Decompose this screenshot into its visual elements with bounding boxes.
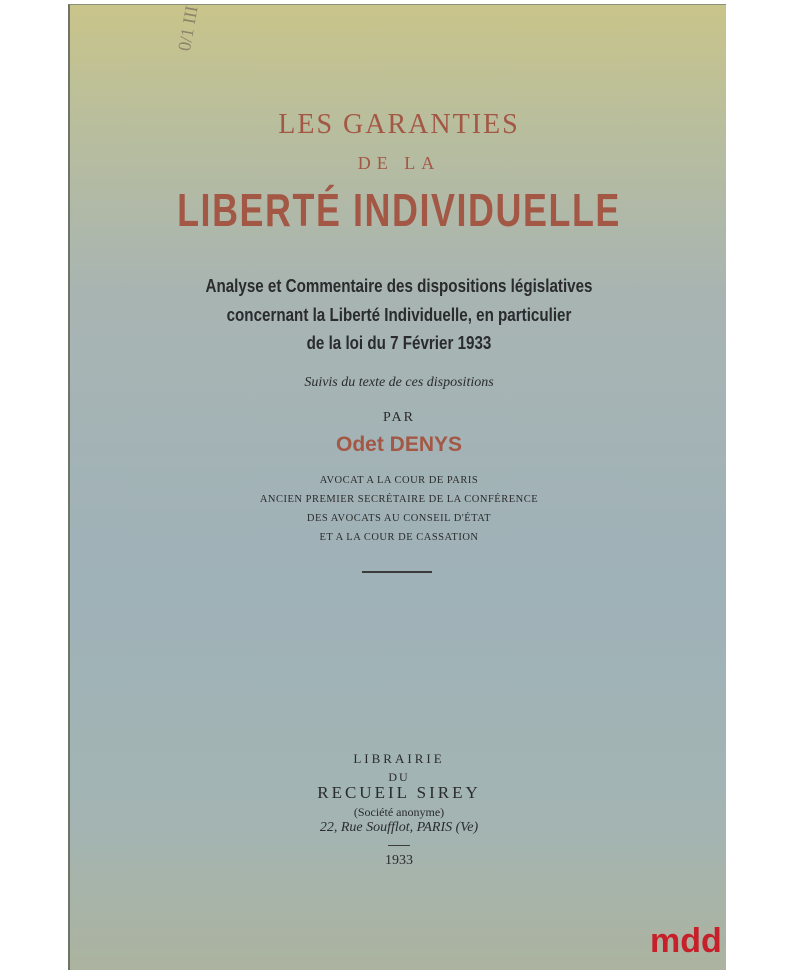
author-role-1: AVOCAT A LA COUR DE PARIS xyxy=(319,475,479,486)
book-cover xyxy=(68,4,726,970)
author-role-3: DES AVOCATS AU CONSEIL D'ÉTAT xyxy=(306,513,492,524)
logo-letter-m: m xyxy=(650,922,681,960)
publication-year: 1933 xyxy=(385,853,413,868)
publisher-name: RECUEIL SIREY xyxy=(317,783,481,802)
title-line-2: DE LA xyxy=(357,153,441,173)
mdd-logo xyxy=(650,924,730,970)
subtitle-line-2: concernant la Liberté Individuelle, en particulier xyxy=(226,304,572,325)
suivis-text: Suivis du texte de ces dispositions xyxy=(304,375,494,390)
publisher-line-1: LIBRAIRIE xyxy=(353,751,445,766)
title-line-1: LES GARANTIES xyxy=(278,109,520,140)
subtitle-line-1: Analyse et Commentaire des dispositions législatives xyxy=(205,275,593,296)
small-divider xyxy=(388,845,410,846)
subtitle-line-3: de la loi du 7 Février 1933 xyxy=(306,332,492,353)
publisher-address: 22, Rue Soufflot, PARIS (Ve) xyxy=(319,820,479,835)
logo-letters-dd: dd xyxy=(680,922,722,960)
author-role-2: ANCIEN PREMIER SECRÉTAIRE DE LA CONFÉRENCE xyxy=(259,494,539,505)
handwritten-note: 0/1 III xyxy=(174,4,202,53)
publisher-type: (Société anonyme) xyxy=(353,805,445,819)
author-name: Odet DENYS xyxy=(335,433,463,456)
title-line-3: LIBERTÉ INDIVIDUELLE xyxy=(177,184,621,236)
author-role-4: ET A LA COUR DE CASSATION xyxy=(319,532,479,543)
divider-rule xyxy=(362,571,432,573)
publisher-line-2: DU xyxy=(388,770,410,784)
par-label: PAR xyxy=(383,410,415,425)
